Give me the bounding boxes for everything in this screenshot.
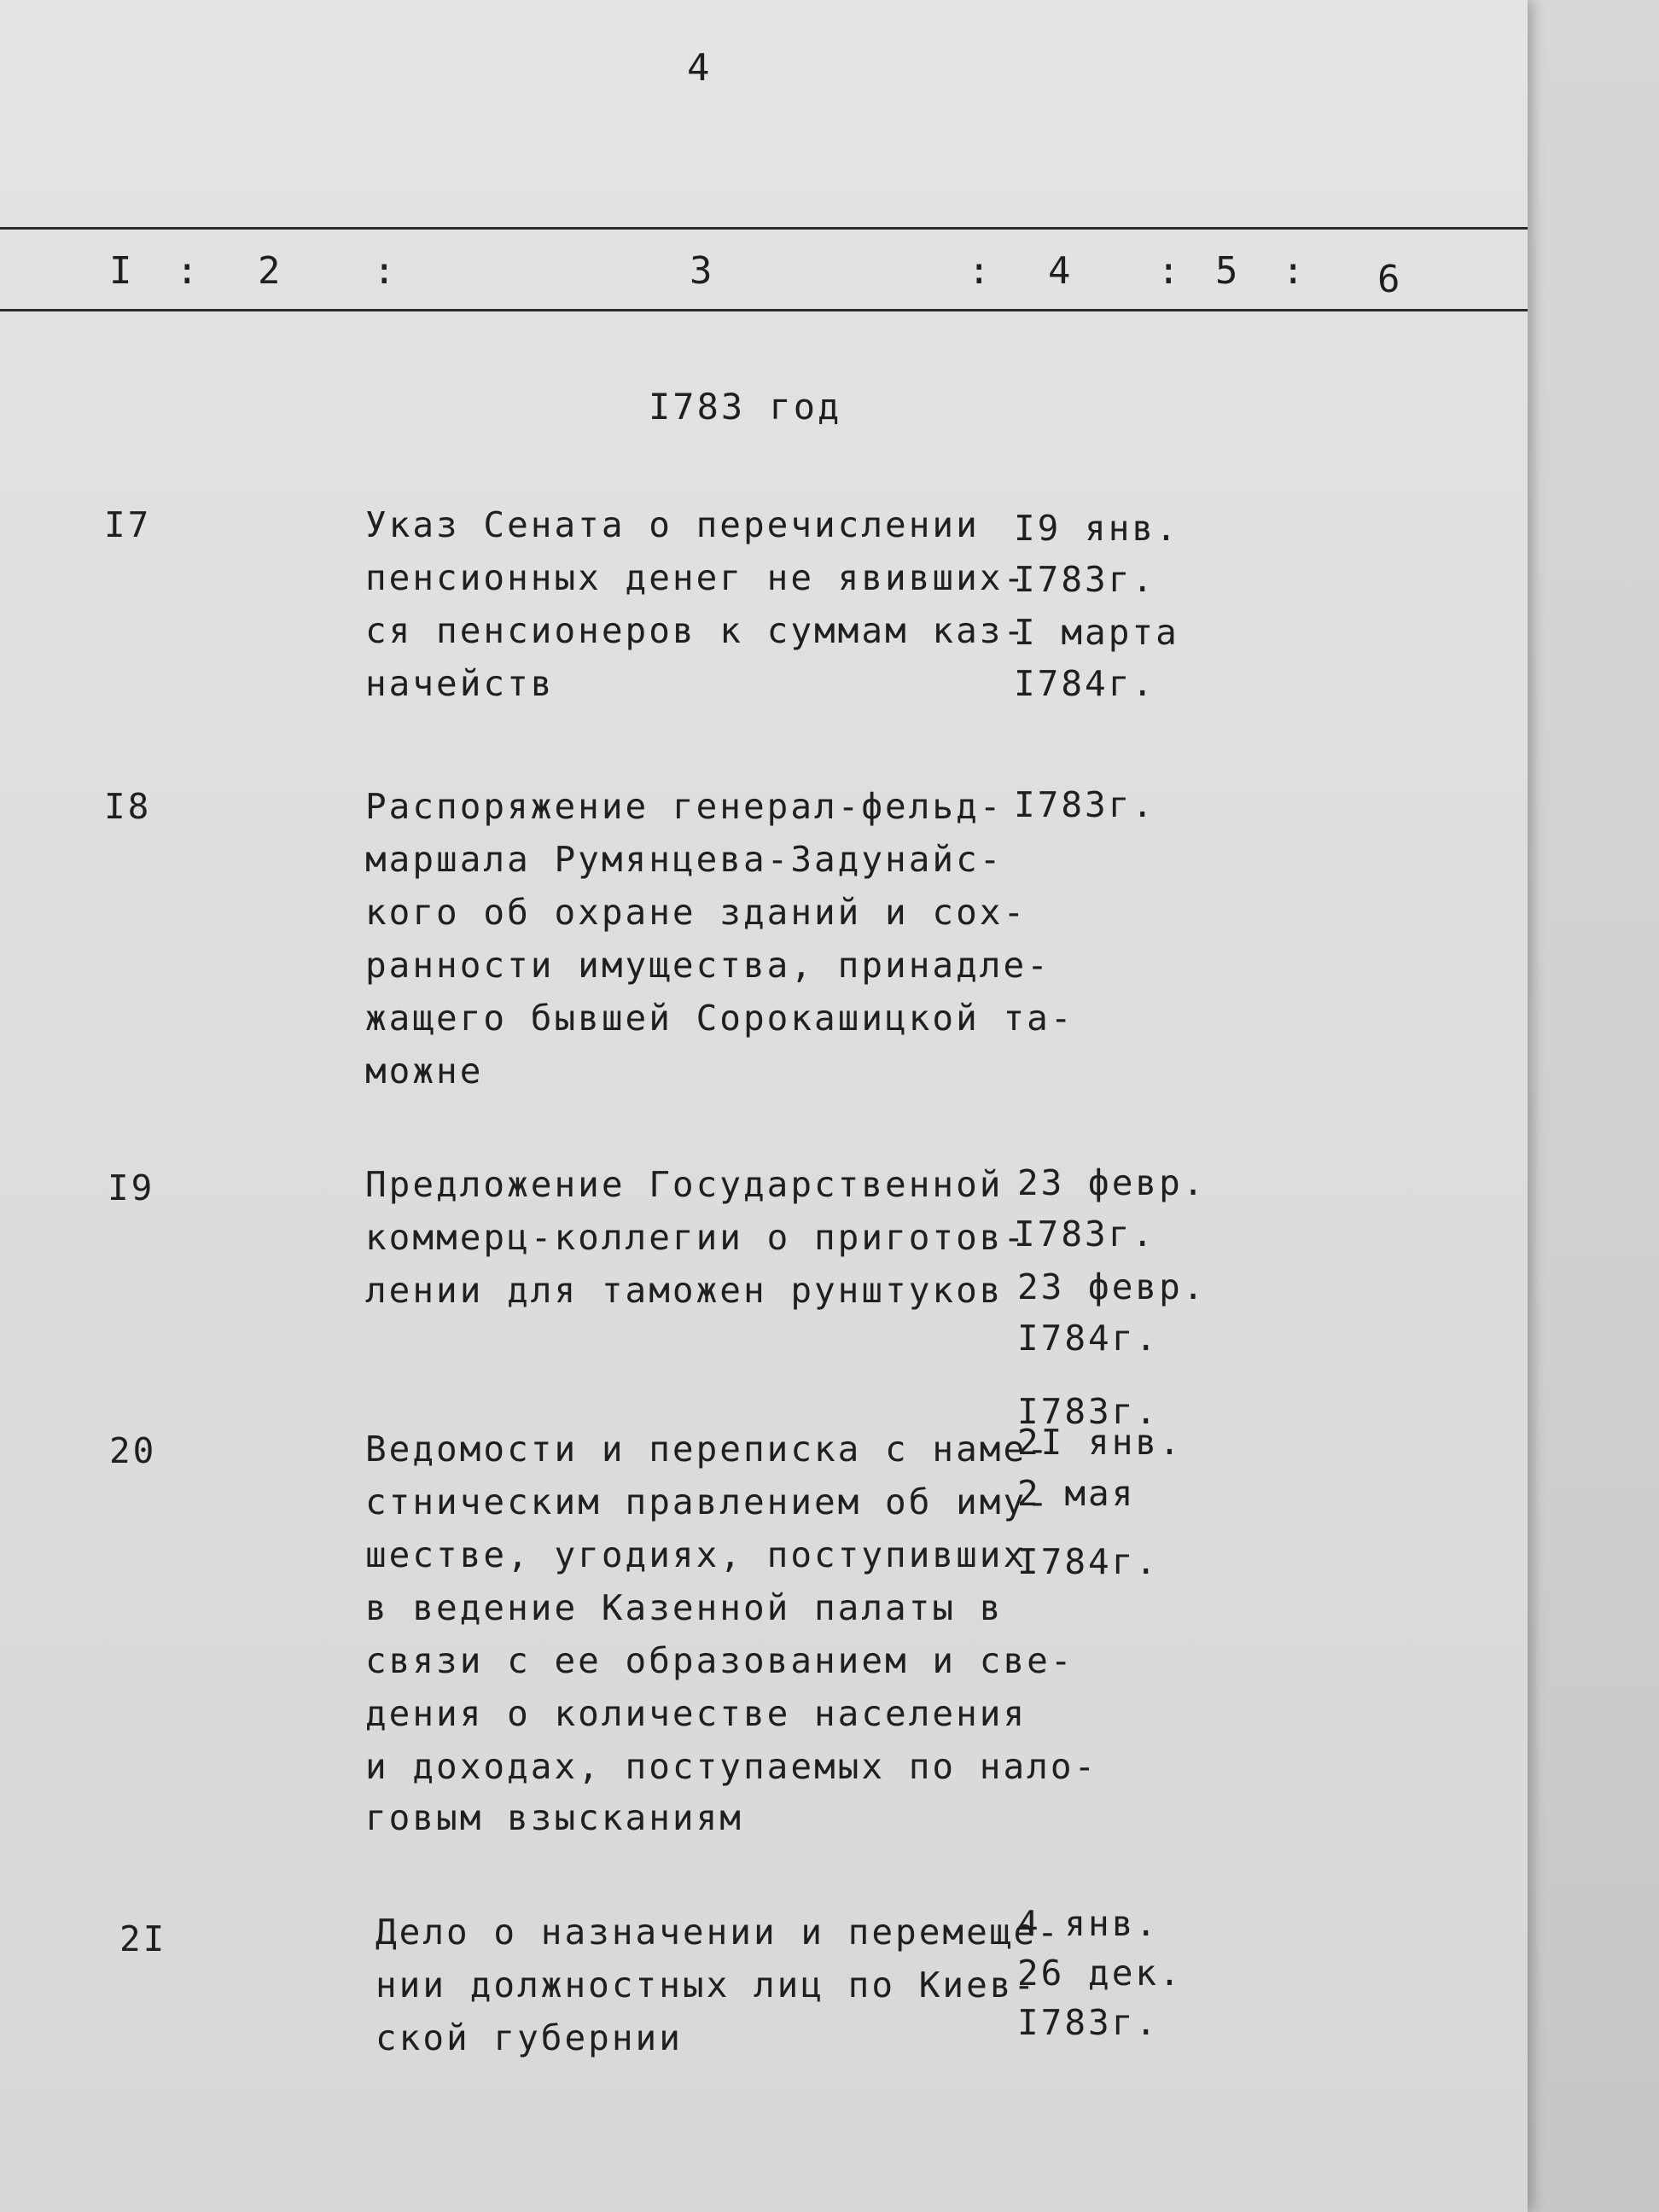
entry-text-line: шестве, угодиях, поступивших <box>365 1534 1027 1575</box>
entry-text-line: кого об охране зданий и сох- <box>365 892 1027 933</box>
column-2-header: 2 <box>258 249 283 293</box>
entry-number: I8 <box>104 786 152 827</box>
entry-number: I9 <box>108 1167 155 1208</box>
entry-date: 23 февр. <box>1017 1266 1207 1307</box>
entry-date: I марта <box>1014 612 1179 653</box>
column-separator: : <box>1282 249 1307 293</box>
entry-date: I9 янв. <box>1014 508 1179 549</box>
column-1-header: I <box>109 249 135 293</box>
entry-text-line: жащего бывшей Сорокашицкой та- <box>365 998 1074 1039</box>
entry-date: I783г. <box>1017 2002 1160 2043</box>
entry-text-line: нии должностных лиц по Киев- <box>375 1965 1038 2005</box>
entry-text-line: Распоряжение генерал-фельд- <box>365 786 1004 827</box>
column-separator: : <box>176 249 201 293</box>
entry-text-line: маршала Румянцева-Задунайс- <box>365 839 1004 880</box>
entry-text-line: Предложение Государственной <box>365 1164 1004 1205</box>
entry-text-line: в ведение Казенной палаты в <box>365 1587 1004 1628</box>
entry-date: I783г. <box>1014 784 1156 825</box>
entry-text-line: начейств <box>365 663 555 704</box>
entry-number: I7 <box>104 504 152 545</box>
entry-text-line: стническим правлением об иму- <box>365 1481 1051 1522</box>
entry-text-line: и доходах, поступаемых по нало- <box>365 1746 1098 1787</box>
entry-text-line: Дело о назначении и перемеще- <box>375 1912 1061 1953</box>
entry-date: 4 янв. <box>1017 1903 1160 1944</box>
entry-date: I783г. <box>1014 1214 1156 1254</box>
entry-text-line: можне <box>365 1051 484 1091</box>
column-6-header: 6 <box>1377 258 1403 301</box>
entry-text-line: дения о количестве населения <box>365 1693 1027 1734</box>
entry-text-line: ся пенсионеров к суммам каз- <box>365 610 1027 651</box>
entry-text-line: ранности имущества, принадле- <box>365 945 1051 986</box>
entry-number: 20 <box>109 1430 157 1471</box>
entry-text-line: ской губернии <box>375 2017 683 2058</box>
entry-date: I784г. <box>1017 1541 1160 1582</box>
entry-date: I783г. <box>1017 1391 1160 1432</box>
page-number: 4 <box>687 46 713 90</box>
column-separator: : <box>968 249 993 293</box>
entry-date: 23 февр. <box>1017 1162 1207 1203</box>
entry-date: I784г. <box>1017 1318 1160 1359</box>
entry-text-line: Указ Сената о перечислении <box>365 504 980 545</box>
entry-text-line: коммерц-коллегии о приготов- <box>365 1217 1027 1258</box>
entry-text-line: связи с ее образованием и све- <box>365 1640 1074 1681</box>
column-separator: : <box>1157 249 1183 293</box>
column-4-header: 4 <box>1048 249 1074 293</box>
entry-text-line: Ведомости и переписка с наме- <box>365 1429 1051 1470</box>
entry-number: 2I <box>119 1918 167 1959</box>
entry-date: 2 мая <box>1017 1473 1136 1514</box>
entry-text-line: пенсионных денег не явивших- <box>365 557 1027 598</box>
header-bottom-rule <box>0 309 1528 311</box>
header-top-rule <box>0 227 1528 230</box>
entry-text-line: лении для таможен рунштуков <box>365 1270 1004 1311</box>
entry-text-line: говым взысканиям <box>365 1797 743 1838</box>
column-separator: : <box>373 249 399 293</box>
entry-date: 26 дек. <box>1017 1953 1183 1994</box>
year-heading: I783 год <box>649 386 842 428</box>
entry-date: I783г. <box>1014 559 1156 600</box>
column-5-header: 5 <box>1215 249 1241 293</box>
entry-date: 2I янв. <box>1017 1422 1183 1463</box>
entry-date: I784г. <box>1014 663 1156 704</box>
column-3-header: 3 <box>690 249 715 293</box>
